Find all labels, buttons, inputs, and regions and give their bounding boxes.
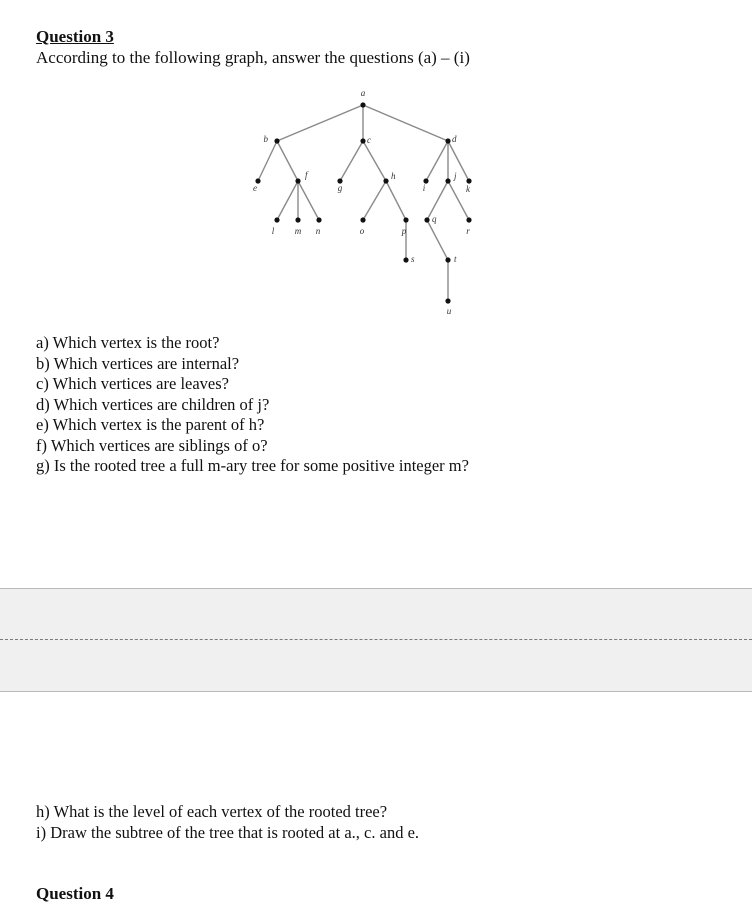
vertex-m bbox=[295, 217, 300, 222]
question-3-intro: According to the following graph, answer the questions (a) – (i) bbox=[36, 48, 470, 67]
question-list-h-to-i bbox=[36, 802, 419, 843]
question-g: g) Is the rooted tree a full m-ary tree for some positive integer m? bbox=[36, 456, 469, 475]
vertex-s bbox=[403, 257, 408, 262]
vertex-label-t: t bbox=[454, 254, 457, 264]
vertex-u bbox=[445, 298, 450, 303]
vertex-h bbox=[383, 178, 388, 183]
question-list-a-to-g bbox=[36, 333, 469, 477]
vertex-label-r: r bbox=[466, 226, 470, 236]
vertex-d bbox=[445, 138, 450, 143]
question-a: a) Which vertex is the root? bbox=[36, 333, 220, 352]
question-f: f) Which vertices are siblings of o? bbox=[36, 435, 268, 455]
edge-b-e bbox=[258, 141, 277, 181]
question-h: h) What is the level of each vertex of the rooted tree? bbox=[36, 802, 388, 821]
edge-c-g bbox=[340, 141, 363, 181]
edge-a-d bbox=[363, 105, 448, 141]
vertex-label-d: d bbox=[452, 134, 457, 144]
question-i: i) Draw the subtree of the tree that is rooted at a., c. and e. bbox=[36, 822, 420, 842]
edge-d-i bbox=[426, 141, 448, 181]
vertex-label-b: b bbox=[263, 134, 268, 144]
edge-j-q bbox=[427, 181, 448, 220]
vertex-label-a: a bbox=[360, 88, 366, 98]
edge-q-t bbox=[427, 220, 448, 260]
page-break-gap bbox=[0, 588, 752, 692]
vertex-label-q: q bbox=[432, 214, 437, 224]
vertex-j bbox=[445, 178, 450, 183]
edge-d-k bbox=[448, 141, 469, 181]
vertex-a bbox=[360, 102, 365, 107]
vertex-label-o: o bbox=[359, 226, 365, 236]
vertex-l bbox=[274, 217, 279, 222]
vertex-label-e: e bbox=[253, 183, 257, 193]
rooted-tree-graph bbox=[0, 0, 752, 330]
tree-labels bbox=[253, 88, 471, 316]
tree-edges bbox=[258, 105, 469, 301]
edge-a-b bbox=[277, 105, 363, 141]
vertex-label-u: u bbox=[446, 306, 452, 316]
question-4-title: Question 4 bbox=[36, 884, 114, 903]
edge-h-p bbox=[386, 181, 406, 220]
vertex-n bbox=[316, 217, 321, 222]
page-break-dashed-line bbox=[0, 639, 752, 640]
vertex-label-l: l bbox=[271, 226, 275, 236]
vertex-label-g: g bbox=[337, 183, 343, 193]
question-d: d) Which vertices are children of j? bbox=[36, 394, 270, 414]
vertex-p bbox=[403, 217, 408, 222]
edge-f-l bbox=[277, 181, 298, 220]
vertex-q bbox=[424, 217, 429, 222]
vertex-label-p: p bbox=[401, 226, 407, 236]
vertex-label-h: h bbox=[391, 171, 396, 181]
vertex-t bbox=[445, 257, 450, 262]
edge-h-o bbox=[363, 181, 386, 220]
vertex-r bbox=[466, 217, 471, 222]
vertex-label-s: s bbox=[411, 254, 415, 264]
question-e: e) Which vertex is the parent of h? bbox=[36, 415, 265, 434]
vertex-b bbox=[274, 138, 279, 143]
edge-f-n bbox=[298, 181, 319, 220]
vertex-label-c: c bbox=[367, 135, 371, 145]
edge-c-h bbox=[363, 141, 386, 181]
vertex-c bbox=[360, 138, 365, 143]
vertex-label-f: f bbox=[305, 170, 308, 180]
vertex-f bbox=[295, 178, 300, 183]
vertex-k bbox=[466, 178, 471, 183]
vertex-label-k: k bbox=[466, 184, 470, 194]
vertex-label-j: j bbox=[454, 171, 457, 181]
question-b: b) Which vertices are internal? bbox=[36, 353, 240, 373]
question-3-title: Question 3 bbox=[36, 27, 114, 46]
vertex-label-m: m bbox=[294, 226, 302, 236]
vertex-label-i: i bbox=[422, 183, 426, 193]
vertex-label-n: n bbox=[315, 226, 321, 236]
question-c: c) Which vertices are leaves? bbox=[36, 374, 229, 393]
vertex-o bbox=[360, 217, 365, 222]
edge-b-f bbox=[277, 141, 298, 181]
